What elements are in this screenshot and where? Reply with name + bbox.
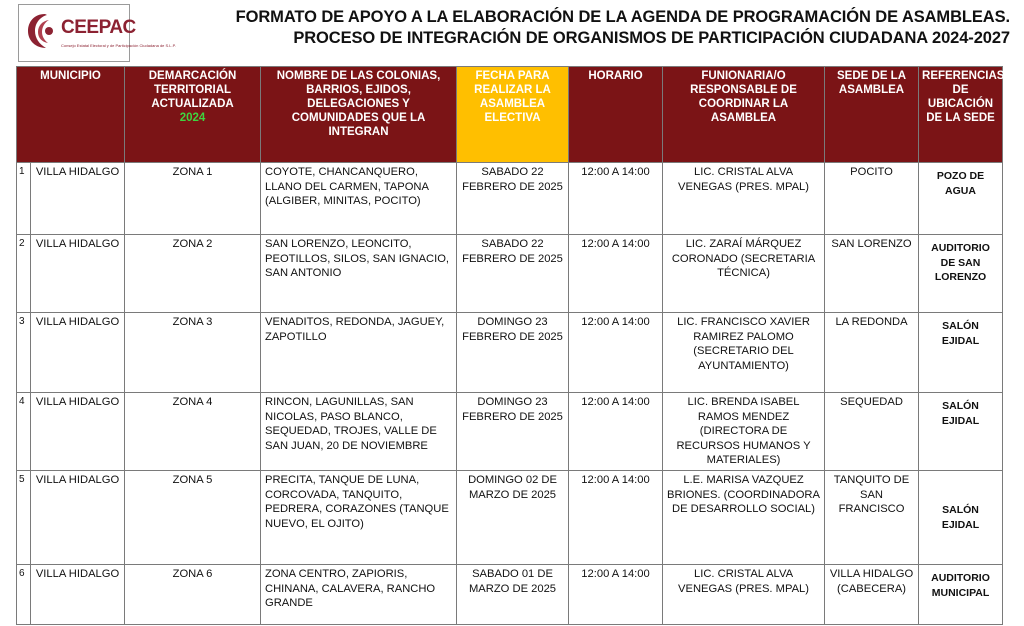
municipio-cell: VILLA HIDALGO <box>31 313 125 393</box>
horario-cell: 12:00 A 14:00 <box>569 471 663 565</box>
colonias-cell: VENADITOS, REDONDA, JAGUEY, ZAPOTILLO <box>261 313 457 393</box>
row-number: 3 <box>17 313 31 393</box>
horario-cell: 12:00 A 14:00 <box>569 163 663 235</box>
municipio-cell: VILLA HIDALGO <box>31 163 125 235</box>
municipio-cell: VILLA HIDALGO <box>31 471 125 565</box>
table-row <box>17 235 1003 313</box>
col-municipio: MUNICIPIO <box>17 67 125 163</box>
referencia-cell: AUDITORIO DE SAN LORENZO <box>919 235 1003 313</box>
col-referencias: REFERENCIAS DE UBICACIÓN DE LA SEDE <box>919 67 1003 163</box>
responsable-cell: LIC. FRANCISCO XAVIER RAMIREZ PALOMO (SECRETARIO DEL AYUNTAMIENTO) <box>663 313 825 393</box>
responsable-cell: L.E. MARISA VAZQUEZ BRIONES. (COORDINADORA DE DESARROLLO SOCIAL) <box>663 471 825 565</box>
zona-cell: ZONA 2 <box>125 235 261 313</box>
sede-cell: SEQUEDAD <box>825 393 919 471</box>
fecha-cell: SABADO 22 FEBRERO DE 2025 <box>457 235 569 313</box>
colonias-cell: ZONA CENTRO, ZAPIORIS, CHINANA, CALAVERA, RANCHO GRANDE <box>261 565 457 625</box>
row-number: 2 <box>17 235 31 313</box>
row-number: 4 <box>17 393 31 471</box>
responsable-cell: LIC. CRISTAL ALVA VENEGAS (PRES. MPAL) <box>663 163 825 235</box>
table-row <box>17 313 1003 393</box>
zona-cell: ZONA 3 <box>125 313 261 393</box>
title-line-1: FORMATO DE APOYO A LA ELABORACIÓN DE LA AGENDA DE PROGRAMACIÓN DE ASAMBLEAS. <box>235 8 1010 26</box>
row-number: 1 <box>17 163 31 235</box>
sede-cell: LA REDONDA <box>825 313 919 393</box>
fecha-cell: DOMINGO 23 FEBRERO DE 2025 <box>457 393 569 471</box>
fecha-cell: DOMINGO 23 FEBRERO DE 2025 <box>457 313 569 393</box>
municipio-cell: VILLA HIDALGO <box>31 235 125 313</box>
col-responsable: FUNIONARIA/O RESPONSABLE DE COORDINAR LA ASAMBLEA <box>663 67 825 163</box>
table-row <box>17 393 1003 471</box>
colonias-cell: PRECITA, TANQUE DE LUNA, CORCOVADA, TANQUITO, PEDRERA, CORAZONES (TANQUE NUEVO, EL OJITO) <box>261 471 457 565</box>
table-row <box>17 163 1003 235</box>
sede-cell: SAN LORENZO <box>825 235 919 313</box>
responsable-cell: LIC. CRISTAL ALVA VENEGAS (PRES. MPAL) <box>663 565 825 625</box>
logo-tagline: Consejo Estatal Electoral y de Participación Ciudadana de S.L.P. <box>61 43 176 48</box>
municipio-cell: VILLA HIDALGO <box>31 393 125 471</box>
referencia-cell: SALÓN EJIDAL <box>919 393 1003 471</box>
sede-cell: VILLA HIDALGO (CABECERA) <box>825 565 919 625</box>
horario-cell: 12:00 A 14:00 <box>569 393 663 471</box>
horario-cell: 12:00 A 14:00 <box>569 313 663 393</box>
fecha-cell: SABADO 22 FEBRERO DE 2025 <box>457 163 569 235</box>
title-line-2: PROCESO DE INTEGRACIÓN DE ORGANISMOS DE PARTICIPACIÓN CIUDADANA 2024-2027 <box>293 29 1010 47</box>
fecha-cell: DOMINGO 02 DE MARZO DE 2025 <box>457 471 569 565</box>
col-colonias: NOMBRE DE LAS COLONIAS, BARRIOS, EJIDOS, DELEGACIONES Y COMUNIDADES QUE LA INTEGRAN <box>261 67 457 163</box>
municipio-cell: VILLA HIDALGO <box>31 565 125 625</box>
logo-wordmark: CEEPAC <box>61 17 136 38</box>
col-demarcacion-label: DEMARCACIÓN TERRITORIAL ACTUALIZADA <box>148 70 237 110</box>
colonias-cell: COYOTE, CHANCANQUERO, LLANO DEL CARMEN, TAPONA (ALGIBER, MINITAS, POCITO) <box>261 163 457 235</box>
col-horario: HORARIO <box>569 67 663 163</box>
row-number: 6 <box>17 565 31 625</box>
zona-cell: ZONA 6 <box>125 565 261 625</box>
referencia-cell: SALÓN EJIDAL <box>919 313 1003 393</box>
assembly-schedule-table <box>16 66 1003 625</box>
colonias-cell: RINCON, LAGUNILLAS, SAN NICOLAS, PASO BLANCO, SEQUEDAD, TROJES, VALLE DE SAN JUAN, 20 DE NOVIEMBRE <box>261 393 457 471</box>
sede-cell: POCITO <box>825 163 919 235</box>
referencia-cell: AUDITORIO MUNICIPAL <box>919 565 1003 625</box>
document-title <box>140 7 1010 49</box>
table-row <box>17 471 1003 565</box>
zona-cell: ZONA 5 <box>125 471 261 565</box>
horario-cell: 12:00 A 14:00 <box>569 565 663 625</box>
table-header-row <box>17 67 1003 163</box>
horario-cell: 12:00 A 14:00 <box>569 235 663 313</box>
col-demarcacion-year: 2024 <box>179 112 206 124</box>
document-header <box>0 0 1024 66</box>
col-sede: SEDE DE LA ASAMBLEA <box>825 67 919 163</box>
zona-cell: ZONA 4 <box>125 393 261 471</box>
zona-cell: ZONA 1 <box>125 163 261 235</box>
ceepac-logo <box>18 4 176 62</box>
colonias-cell: SAN LORENZO, LEONCITO, PEOTILLOS, SILOS, SAN IGNACIO, SAN ANTONIO <box>261 235 457 313</box>
row-number: 5 <box>17 471 31 565</box>
col-fecha: FECHA PARA REALIZAR LA ASAMBLEA ELECTIVA <box>457 67 569 163</box>
logo-swirl-icon <box>25 11 65 51</box>
fecha-cell: SABADO 01 DE MARZO DE 2025 <box>457 565 569 625</box>
responsable-cell: LIC. BRENDA ISABEL RAMOS MENDEZ (DIRECTORA DE RECURSOS HUMANOS Y MATERIALES) <box>663 393 825 471</box>
sede-cell: TANQUITO DE SAN FRANCISCO <box>825 471 919 565</box>
responsable-cell: LIC. ZARAÍ MÁRQUEZ CORONADO (SECRETARIA TÉCNICA) <box>663 235 825 313</box>
referencia-cell: POZO DE AGUA <box>919 163 1003 235</box>
referencia-cell: SALÓN EJIDAL <box>919 471 1003 565</box>
table-row <box>17 565 1003 625</box>
col-demarcacion <box>125 67 261 163</box>
